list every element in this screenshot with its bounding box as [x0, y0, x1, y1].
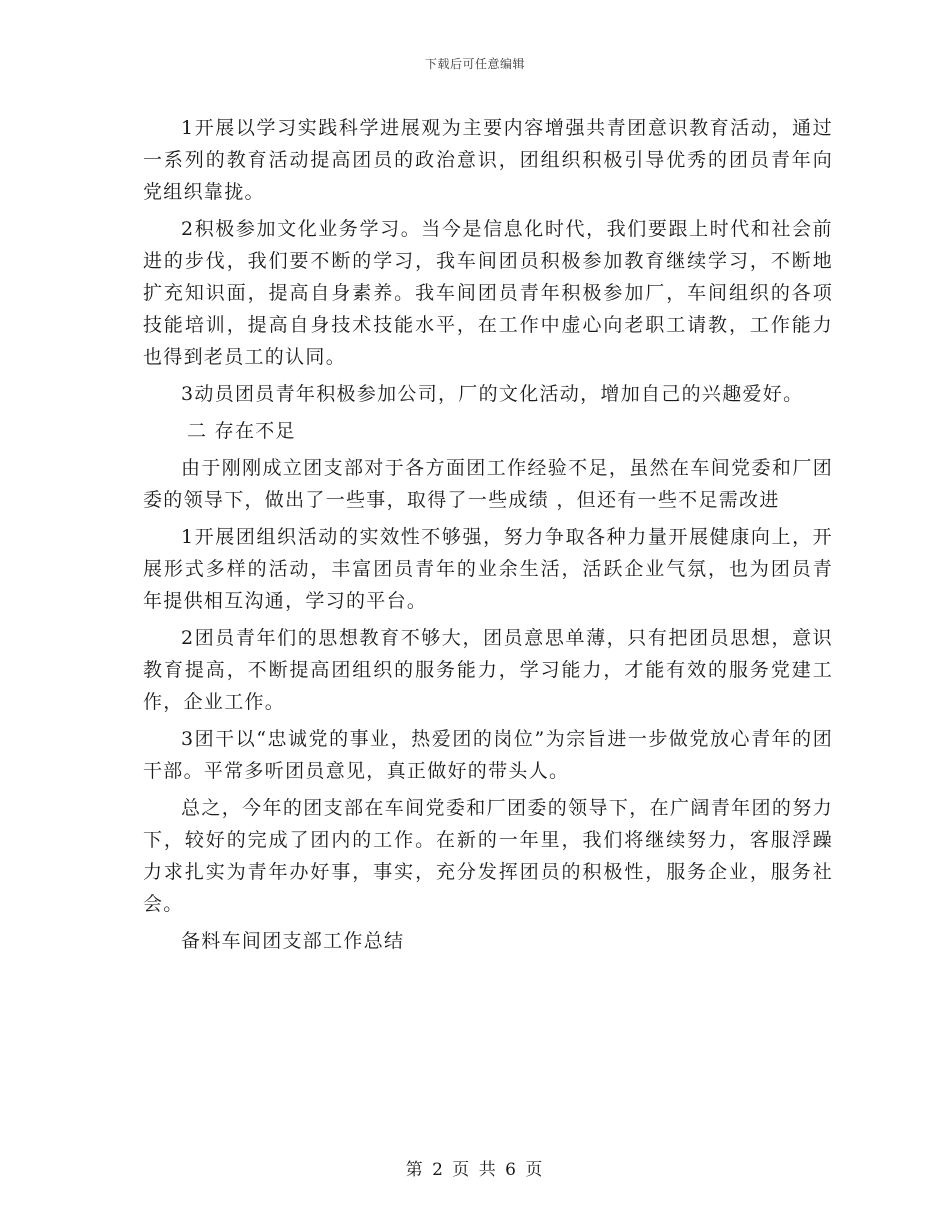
page-footer: 第 2 页 共 6 页: [405, 1160, 545, 1180]
paragraph-7: 2团员青年们的思想教育不够大，团员意思单薄，只有把团员思想，意识教育提高，不断提高团组织的服务能力，学习能力，才能有效的服务党建工作，企业工作。: [143, 627, 833, 713]
paragraph-5: 由于刚刚成立团支部对于各方面团工作经验不足，虽然在车间党委和厂团委的领导下，做出了一些事，取得了一些成绩 ，但还有一些不足需改进: [143, 457, 833, 511]
paragraph-9: 总之，今年的团支部在车间党委和厂团委的领导下，在广阔青年团的努力下，较好的完成了团内的工作。在新的一年里，我们将继续努力，客服浮躁力求扎实为青年办好事，事实，充分发挥团员的积极性，服务企业，服务社会。: [143, 797, 833, 915]
document-body: [143, 112, 833, 962]
paragraph-8: 3团干以“忠诚党的事业，热爱团的岗位”为宗旨进一步做党放心青年的团干部。平常多听团员意见，真正做好的带头人。: [143, 728, 833, 782]
page-header: 下载后可任意编辑: [424, 57, 525, 71]
paragraph-1: 1开展以学习实践科学进展观为主要内容增强共青团意识教育活动，通过一系列的教育活动提高团员的政治意识，团组织积极引导优秀的团员青年向党组织靠拢。: [143, 117, 833, 203]
section-heading: 二 存在不足: [187, 420, 296, 442]
paragraph-10: 备料车间团支部工作总结: [181, 930, 405, 952]
paragraph-2: 2积极参加文化业务学习。当今是信息化时代，我们要跟上时代和社会前进的步伐，我们要不断的学习，我车间团员积极参加教育继续学习，不断地扩充知识面，提高自身素养。我车间团员青年积极参加厂，车间组织的各项技能培训，提高自身技术技能水平，在工作中虚心向老职工请教，工作能力也得到老员工的认同。: [143, 218, 833, 368]
paragraph-6: 1开展团组织活动的实效性不够强，努力争取各种力量开展健康向上，开展形式多样的活动，丰富团员青年的业余生活，活跃企业气氛，也为团员青年提供相互沟通，学习的平台。: [143, 526, 833, 612]
paragraph-3: 3动员团员青年积极参加公司，厂的文化活动，增加自己的兴趣爱好。: [181, 383, 804, 405]
